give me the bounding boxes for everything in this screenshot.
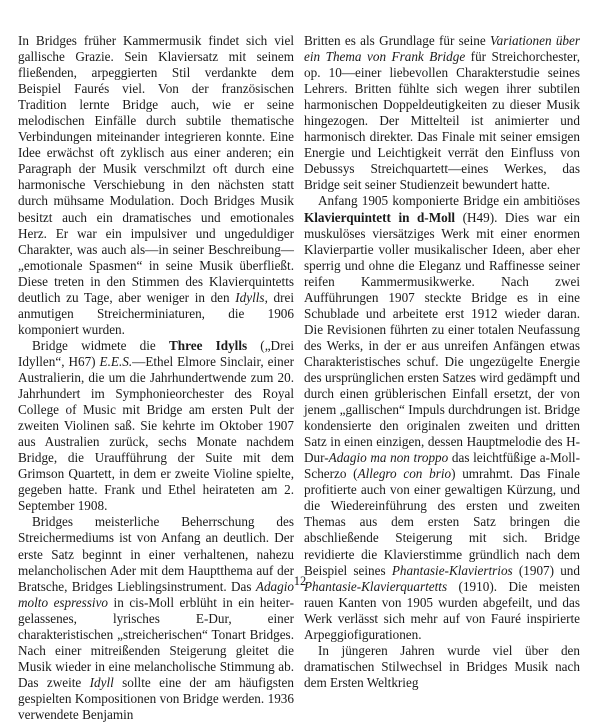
tempo-allegro-con-brio: Allegro con brio <box>357 466 452 482</box>
tempo-adagio-ma-non-troppo: Adagio ma non troppo <box>328 450 449 466</box>
title-idylls: Idylls <box>235 289 265 305</box>
page-number: 12 <box>293 574 307 588</box>
title-variations: Variationen über ein Thema von Frank Bridge <box>304 33 580 65</box>
right-column <box>304 33 580 691</box>
dedication-initials: E.E.S. <box>99 353 133 369</box>
paragraph-intro: In Bridges früher Kammermusik findet sich viel gallische Grazie. Sein Klaviersatz mit seinem fließenden, arpeggierten Stil verdankte dem Beispiel Faurés viel. Von der französischen Tradition lernte Bridge auch, wie er seine melodischen Einfälle durch subtile thematische Verbindungen miteinander integrieren konnte. Eine Idee erwächst oft zyklisch aus einer anderen; ein Paragraph der Musik verschmilzt oft durch eine harmonische Verschiebung in den nächsten statt durch mühsame Modulation. Doch Bridges Musik besitzt auch ein dramatisches und emotionales Herz. Er war ein impulsiver und ungeduldiger Charakter, was auch als—in seiner Beschreibung—„emotionale Spasmen“ in seine Musik überfließt. Diese treten in den Stimmen des Klavierquintetts deutlich zu Tage, aber weniger in den Idylls, drei anmutigen Streicherminiaturen, die 1906 komponiert wurden. <box>18 33 294 337</box>
paragraph-later-years: In jüngeren Jahren wurde viel über den dramatischen Stilwechsel in Bridges Musik nach dem Ersten Weltkrieg <box>304 642 580 690</box>
paragraph-britten: Britten es als Grundlage für seine Variationen über ein Thema von Frank Bridge für Streichorchester, op. 10—einer liebevollen Charakterstudie seines Lehrers. Britten fühlte sich wegen ihrer subtilen harmonischen Doppeldeutigkeiten zu dieser Musik hingezogen. Der Mittelteil ist animierter und harmonisch direkter. Das Finale mit seiner emsigen Energie und Leichtigkeit verrät den Einfluss von Debussys Streichquartett—eines Werkes, das Bridge seit seiner Studienzeit bewundert hatte. <box>304 33 580 193</box>
paragraph-piano-quintet: Anfang 1905 komponierte Bridge ein ambitiöses Klavierquintett in d-Moll (H49). Dies war ein muskulöses viersätziges Werk mit einer enormen Klavierpartie voller musikalischer Ideen, aber eher sperrig und ohne die Eleganz und Raffinesse seiner reifen Kammermusikwerke. Nach zwei Aufführungen 1907 steckte Bridge es in eine Schublade und arbeitete erst 1912 wieder daran. Die Revisionen führten zu einer totalen Neufassung des Werks, in der er aus unreifen Anfängen etwas Charakteristisches schuf. Die ungezügelte Energie des ursprünglichen ersten Satzes wird gedämpft und durch einen grüblerischen Einfall ersetzt, der von jenem „gallischen“ Impuls durchdrungen ist. Bridge kondensierte den originalen zweiten und dritten Satz in einen einzigen, dessen Hauptmelodie des H-Dur-Adagio ma non troppo das leichtfüßige a-Moll-Scherzo (Allegro con brio) umrahmt. Das Finale profitierte auch von einer gewaltigen Kürzung, und die Wiedereinführung des ersten und zweiten Themas aus dem ersten Satz bringen die abschließende Steigerung mit sich. Bridge revidierte die Klavierstimme gründlich nach dem Beispiel seines Phantasie-Klaviertrios (1907) und Phantasie-Klavierquartetts (1910). Die meisten rauen Kanten von 1905 wurden abgefeilt, und das Werk verlässt sich mehr auf von Fauré inspirierte Arpeggiofigurationen. <box>304 193 581 642</box>
paragraph-string-mastery: Bridges meisterliche Beherrschung des Streichermediums ist von Anfang an deutlich. Der erste Satz beginnt in einer verhaltenen, nahezu melancholischen Ader mit dem Hauptthema auf der Bratsche, Bridges Lieblingsinstrument. Das Adagio molto espressivo in cis-Moll erblüht in ein heiter-gelassenes, lyrisches E-Dur, einer charakteristischen „streicherischen“ Tonart Bridges. Nach einer mitreißenden Steigerung gleitet die Musik wieder in eine melancholische Stimmung ab. Das zweite Idyll sollte eine der am häufigsten gespielten Kompositionen von Bridge werden. 1936 verwendete Benjamin <box>18 514 295 722</box>
title-three-idylls: Three Idylls <box>168 337 248 353</box>
title-phantasie-trio: Phantasie-Klaviertrios <box>391 562 513 578</box>
title-idyll: Idyll <box>89 674 114 690</box>
tempo-adagio-molto: Adagio molto espressivo <box>18 578 294 610</box>
left-column <box>18 33 294 723</box>
paragraph-three-idylls: Bridge widmete die Three Idylls („Drei Idyllen“, H67) E.E.S.—Ethel Elmore Sinclair, einer Australierin, die um die Jahrhundertwende zum 20. Jahrhundert im Symphonieorchester des Royal College of Music mit Bridge am ersten Pult der zweiten Violinen saß. Sie kehrte im Oktober 1907 aus Australien zurück, sechs Monate nachdem Bridge, die Uraufführung der Suite mit dem Grimson Quartett, in dem er zweite Violine spielte, gegeben hatte. Frank und Ethel heirateten am 2. September 1908. <box>18 337 294 514</box>
title-phantasie-quartet: Phantasie-Klavierquartetts <box>304 578 448 594</box>
title-piano-quintet: Klavierquintett in d-Moll <box>304 209 456 225</box>
